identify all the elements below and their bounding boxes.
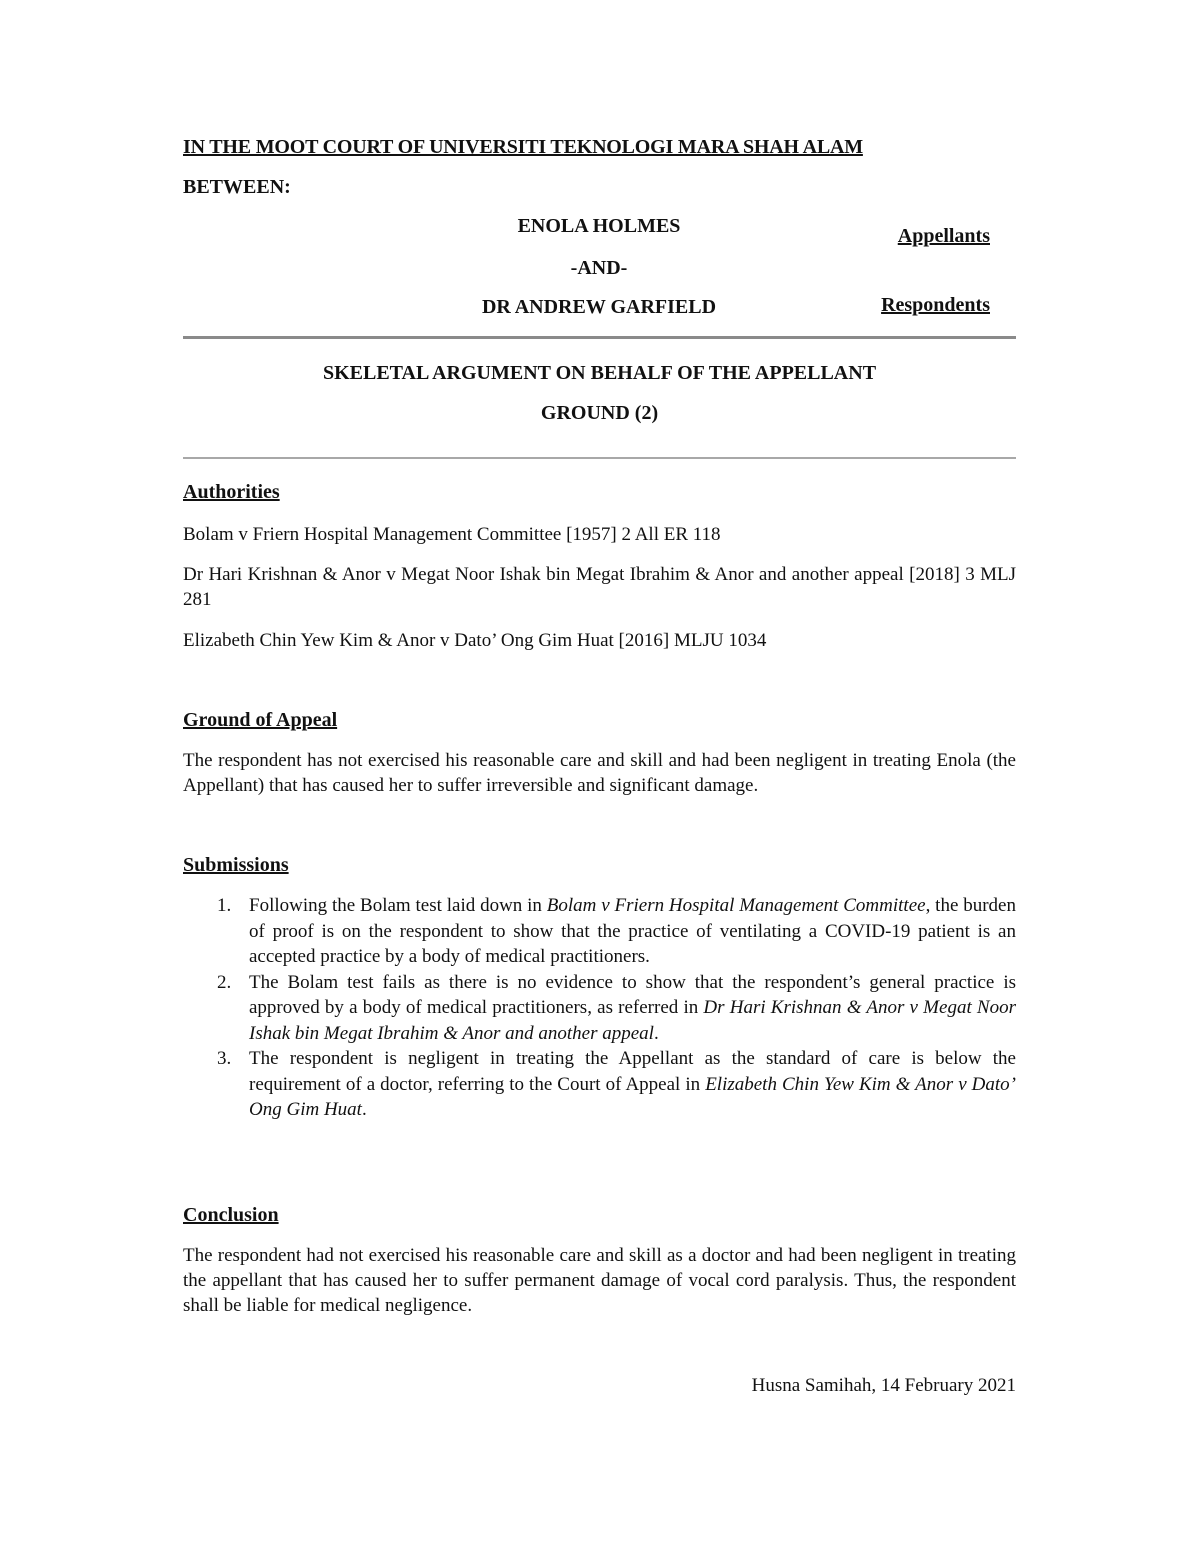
- title-divider: [183, 457, 1016, 459]
- header-divider: [183, 336, 1016, 339]
- submission-text: .: [361, 1099, 367, 1120]
- submissions-heading: Submissions: [183, 854, 289, 876]
- document-title: SKELETAL ARGUMENT ON BEHALF OF THE APPELLANT: [322, 362, 877, 384]
- case-citation: Bolam v Friern Hospital Management Committee: [546, 895, 926, 916]
- submissions-list: [217, 893, 1016, 1123]
- appellant-role: Appellants: [897, 225, 990, 247]
- submission-item: [217, 893, 1016, 970]
- submission-item: [217, 970, 1016, 1047]
- submission-text: Following the Bolam test laid down in: [249, 895, 547, 916]
- submission-item: [217, 1046, 1016, 1123]
- ground-of-appeal-text: The respondent has not exercised his reasonable care and skill and had been negligent in treating Enola (the Appellant) that has caused her to suffer irreversible and significant damage.: [183, 750, 1016, 796]
- respondent-role: Respondents: [881, 294, 990, 316]
- submission-number: 1.: [217, 895, 232, 916]
- submission-number: 3.: [217, 1048, 232, 1069]
- authority-item: Dr Hari Krishnan & Anor v Megat Noor Ishak bin Megat Ibrahim & Anor and another appeal [2018] 3 MLJ 281: [183, 564, 1016, 610]
- submission-text: The respondent is negligent in treating the Appellant as the standard of care is below the requirement of a doctor, referring to the Court of Appeal in: [249, 1048, 1016, 1095]
- signature-line: Husna Samihah, 14 February 2021: [751, 1375, 1016, 1396]
- appellant-name: ENOLA HOLMES: [517, 215, 681, 237]
- authorities-heading: Authorities: [183, 481, 280, 503]
- submission-number: 2.: [217, 971, 232, 993]
- submission-text: .: [653, 1022, 659, 1044]
- conclusion-text: The respondent had not exercised his reasonable care and skill as a doctor and had been negligent in treating the appellant that has caused her to suffer permanent damage of vocal cord paralysis. Thus, the respondent shall be liable for medical negligence.: [183, 1245, 1016, 1316]
- conclusion-heading: Conclusion: [183, 1204, 279, 1226]
- case-citation: Dr Hari Krishnan & Anor v Megat Noor Ishak bin Megat Ibrahim & Anor and another appeal: [249, 997, 1016, 1044]
- ground-title: GROUND (2): [540, 402, 659, 424]
- ground-of-appeal-heading: Ground of Appeal: [183, 709, 338, 731]
- court-title: IN THE MOOT COURT OF UNIVERSITI TEKNOLOGI MARA SHAH ALAM: [183, 136, 863, 158]
- between-label: BETWEEN:: [183, 176, 291, 198]
- and-separator: -AND-: [570, 257, 628, 279]
- authority-item: Elizabeth Chin Yew Kim & Anor v Dato’ Ong Gim Huat [2016] MLJU 1034: [183, 630, 767, 651]
- submission-text: , the burden of proof is on the respondent to show that the practice of ventilating a COVID-19 patient is an accepted practice by a body of medical practitioners.: [249, 895, 1016, 967]
- authority-item: Bolam v Friern Hospital Management Committee [1957] 2 All ER 118: [183, 524, 721, 545]
- submission-text: The Bolam test fails as there is no evidence to show that the respondent’s general practice is approved by a body of medical practitioners, as referred in: [249, 971, 1016, 1018]
- case-citation: Elizabeth Chin Yew Kim & Anor v Dato’ Ong Gim Huat: [249, 1073, 1016, 1120]
- respondent-name: DR ANDREW GARFIELD: [481, 296, 717, 318]
